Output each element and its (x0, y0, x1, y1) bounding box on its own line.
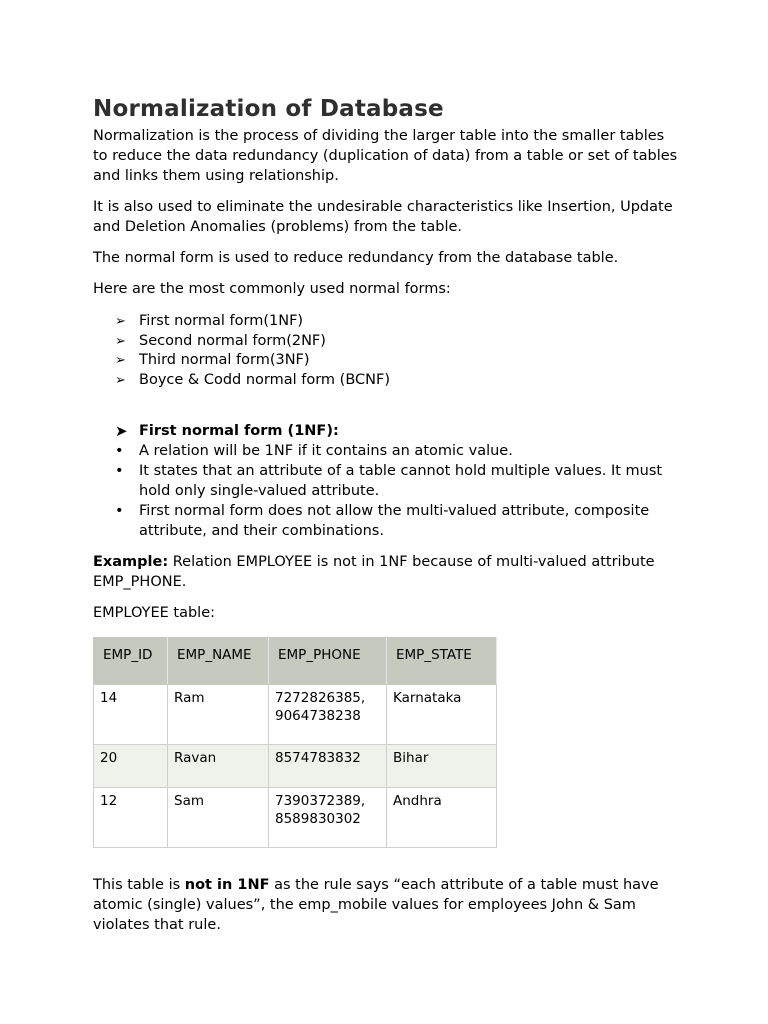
conclusion-paragraph: This table is not in 1NF as the rule says “each attribute of a table must have atomic (single) values”, the emp_mobile values for employees John & Sam violates that rule. (93, 877, 659, 933)
list-item: ➢ Third normal form(3NF) (93, 351, 683, 371)
arrow-bullet-icon: ➤ (115, 422, 128, 440)
dot-bullet-icon: • (115, 503, 124, 519)
table-cell: 7272826385, 9064738238 (269, 685, 387, 745)
list-item: • It states that an attribute of a table cannot hold multiple values. It must hold only single-valued attribute. (115, 463, 663, 499)
arrow-bullet-icon: ➢ (115, 333, 126, 349)
table-cell: Andhra (387, 788, 497, 848)
arrow-bullet-icon: ➢ (115, 372, 126, 388)
table-cell: 7390372389, 8589830302 (269, 788, 387, 848)
first-nf-points (93, 441, 683, 541)
table-cell: Sam (168, 788, 269, 848)
column-header: EMP_STATE (387, 638, 497, 685)
table-cell: 14 (94, 685, 168, 745)
document-content (93, 94, 683, 935)
redundancy-paragraph: The normal form is used to reduce redundancy from the database table. (93, 250, 619, 266)
list-item: ➢ Boyce & Codd normal form (BCNF) (93, 371, 683, 391)
dot-bullet-icon: • (115, 463, 124, 479)
column-header: EMP_ID (94, 638, 168, 685)
table-caption: EMPLOYEE table: (93, 605, 215, 621)
forms-intro-paragraph: Here are the most commonly used normal forms: (93, 281, 451, 297)
list-item: ➢ Second normal form(2NF) (93, 332, 683, 352)
arrow-bullet-icon: ➢ (115, 353, 126, 368)
normal-forms-list (93, 312, 683, 390)
table-cell: Ravan (168, 745, 269, 788)
list-item: • First normal form does not allow the multi-valued attribute, composite attribute, and their combinations. (115, 503, 650, 539)
employee-table (93, 637, 497, 848)
page-title: Normalization of Database (93, 96, 444, 122)
column-header: EMP_PHONE (269, 638, 387, 685)
table-row (94, 745, 497, 788)
first-nf-heading: ➤ First normal form (1NF): (115, 422, 339, 440)
arrow-bullet-icon: ➢ (115, 314, 126, 329)
table-cell: 8574783832 (269, 745, 387, 788)
table-cell: 20 (94, 745, 168, 788)
table-cell: Bihar (387, 745, 497, 788)
column-header: EMP_NAME (168, 638, 269, 685)
intro-paragraph: Normalization is the process of dividing the larger table into the smaller tables to reduce the data redundancy (duplication of data) from a table or set of tables and links them using relationship. (93, 128, 678, 184)
anomalies-paragraph: It is also used to eliminate the undesirable characteristics like Insertion, Update and Deletion Anomalies (problems) from the table. (93, 199, 673, 235)
table-cell: 12 (94, 788, 168, 848)
list-item: ➢ First normal form(1NF) (93, 312, 683, 332)
example-text: Relation EMPLOYEE is not in 1NF because of multi-valued attribute EMP_PHONE. (93, 554, 655, 590)
list-item: • A relation will be 1NF if it contains an atomic value. (115, 443, 513, 459)
not-in-1nf-emphasis: not in 1NF (184, 877, 270, 893)
table-row (94, 788, 497, 848)
table-row (94, 685, 497, 745)
example-label: Example: (93, 554, 169, 570)
table-cell: Ram (168, 685, 269, 745)
table-cell: Karnataka (387, 685, 497, 745)
dot-bullet-icon: • (115, 443, 124, 459)
table-header-row (94, 638, 497, 685)
example-paragraph (93, 552, 683, 592)
